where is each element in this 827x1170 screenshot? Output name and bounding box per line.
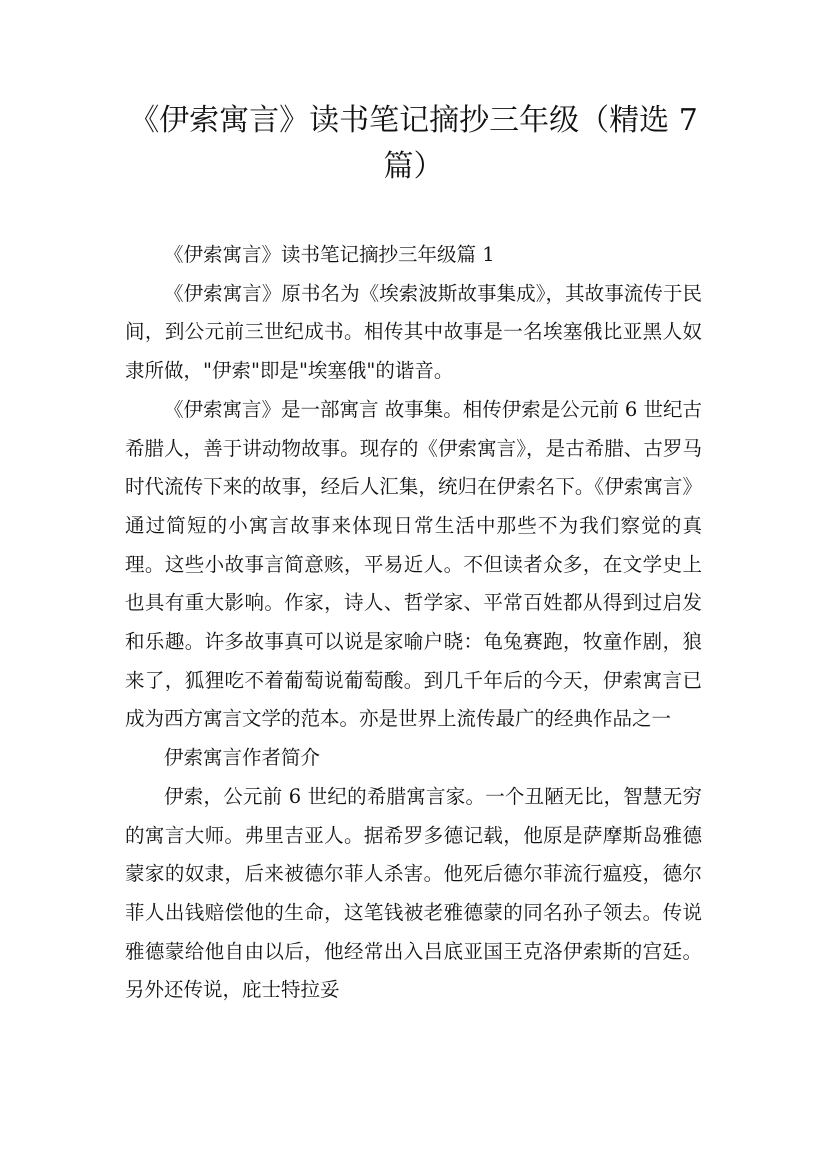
body-paragraph: 伊索，公元前 6 世纪的希腊寓言家。一个丑陋无比，智慧无穷的寓言大师。弗里吉亚人。据希罗多德记载，他原是萨摩斯岛雅德蒙家的奴隶，后来被德尔菲人杀害。他死后德尔菲流行瘟疫，德尔菲人出钱赔偿他的生命，这笔钱被老雅德蒙的同名孙子领去。传说雅德蒙给他自由以后，他经常出入吕底亚国王克洛伊索斯的宫廷。另外还传说，庇士特拉妥 [125, 784, 702, 1002]
document-title: 《伊索寓言》读书笔记摘抄三年级（精选 7 篇） [129, 103, 698, 184]
section-heading: 伊索寓言作者简介 [164, 746, 321, 770]
document-body [125, 236, 702, 1010]
body-paragraph: 《伊索寓言》原书名为《埃索波斯故事集成》，其故事流传于民间，到公元前三世纪成书。相传其中故事是一名埃塞俄比亚黑人奴隶所做，"伊索"即是"埃塞俄"的谐音。 [125, 281, 702, 383]
body-paragraph: 《伊索寓言》是一部寓言 故事集。相传伊索是公元前 6 世纪古希腊人，善于讲动物故事。现存的《伊索寓言》，是古希腊、古罗马时代流传下来的故事，经后人汇集，统归在伊索名下。《伊索寓言》通过简短的小寓言故事来体现日常生活中那些不为我们察觉的真理。这些小故事言简意赅，平易近人。不但读者众多，在文学史上也具有重大影响。作家，诗人、哲学家、平常百姓都从得到过启发和乐趣。许多故事真可以说是家喻户晓：龟兔赛跑，牧童作剧，狼来了，狐狸吃不着葡萄说葡萄酸。到几千年后的今天，伊索寓言已成为西方寓言文学的范本。亦是世界上流传最广的经典作品之一 [125, 397, 703, 731]
section-heading: 《伊索寓言》读书笔记摘抄三年级篇 1 [164, 243, 495, 266]
